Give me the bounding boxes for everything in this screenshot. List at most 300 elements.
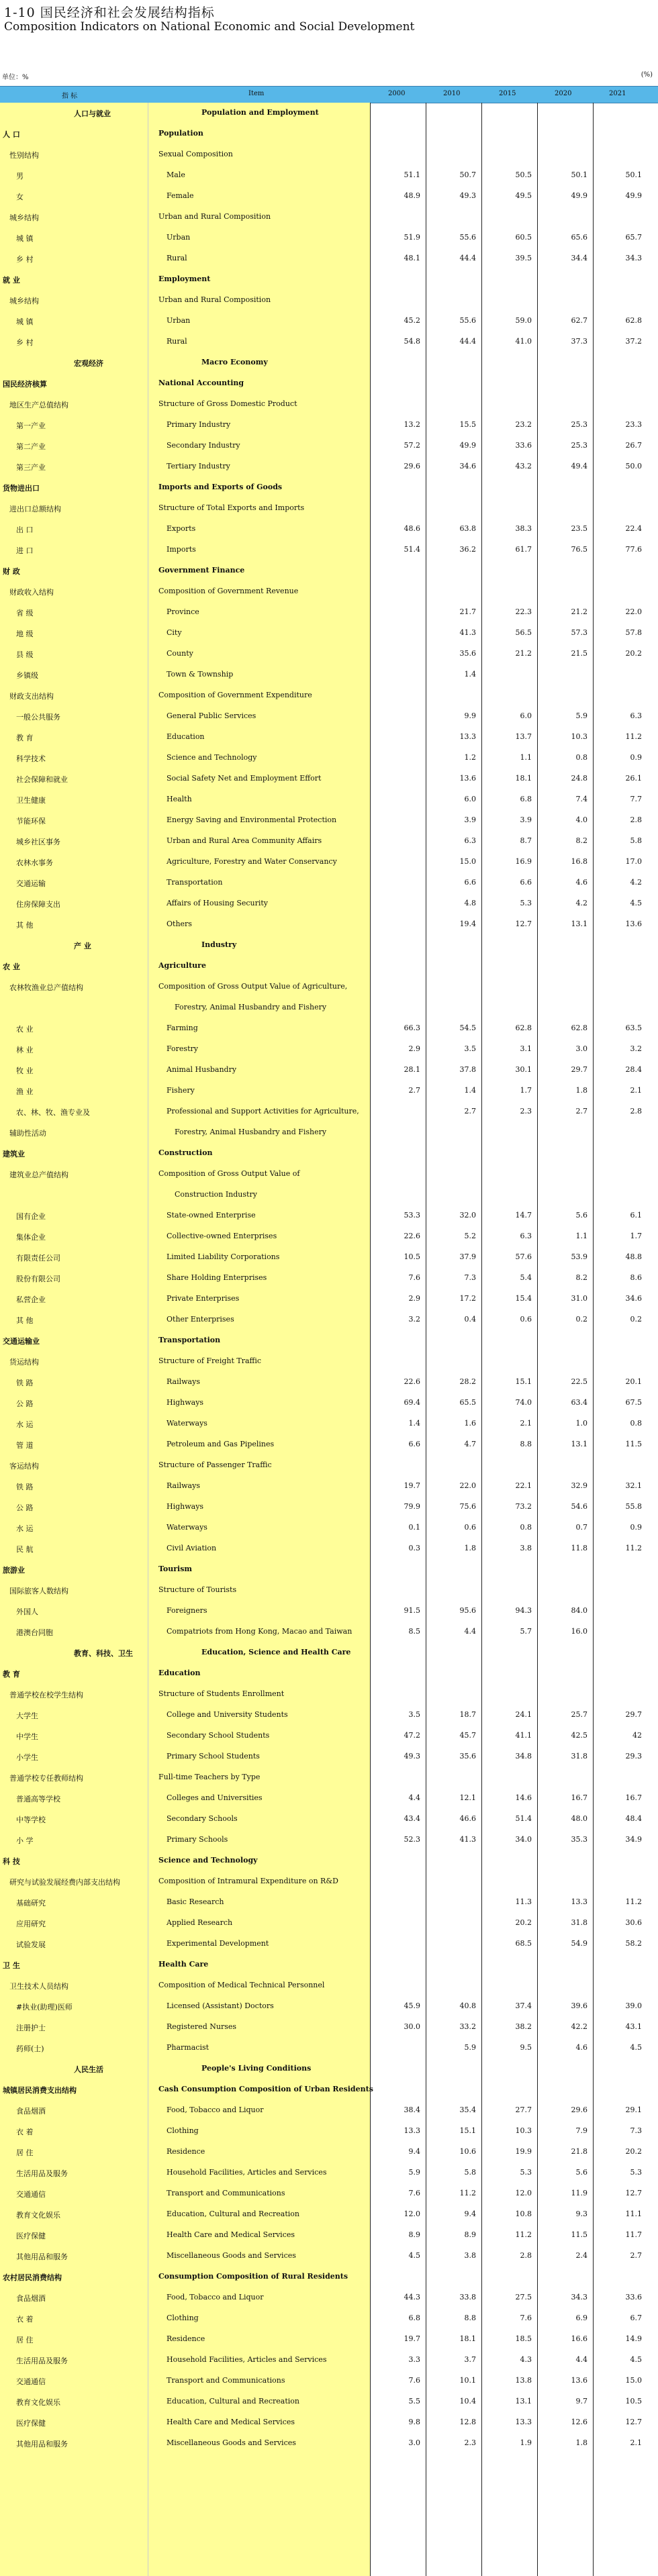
item-cell: Structure of Gross Domestic Product <box>158 399 297 408</box>
item-cell: Urban and Rural Composition <box>158 212 271 221</box>
table-row <box>0 1830 658 1850</box>
value-cell-2021: 26.7 <box>625 441 642 450</box>
value-cell-2015: 12.0 <box>515 2189 532 2197</box>
value-cell-2021: 29.7 <box>625 1710 642 1719</box>
header-indicator: 指 标 <box>62 93 78 100</box>
value-cell-2021: 30.6 <box>625 1918 642 1927</box>
value-cell-2021: 0.2 <box>630 1315 642 1324</box>
item-cell: Licensed (Assistant) Doctors <box>167 2001 274 2010</box>
indicator-cell: 股份有限公司 <box>16 1275 60 1283</box>
indicator-cell: 基础研究 <box>16 1899 46 1908</box>
table-row <box>0 1039 658 1060</box>
value-cell-2010: 6.0 <box>464 795 476 803</box>
indicator-cell: 财政支出结构 <box>9 692 54 701</box>
value-cell-2021: 28.4 <box>625 1065 642 1074</box>
item-cell: Railways <box>167 1377 200 1386</box>
value-cell-2010: 13.3 <box>459 732 476 741</box>
page-title-chinese: 1-10 国民经济和社会发展结构指标 <box>4 5 215 20</box>
value-cell-2021: 67.5 <box>625 1398 642 1407</box>
value-cell-2015: 2.8 <box>520 2251 532 2260</box>
table-row <box>0 748 658 769</box>
table-row <box>0 2204 658 2225</box>
value-cell-2000: 6.8 <box>408 2314 420 2322</box>
value-cell-2015: 73.2 <box>515 1502 532 1511</box>
item-cell: Composition of Gross Output Value of <box>158 1169 300 1178</box>
value-cell-2000: 57.2 <box>404 441 420 450</box>
value-cell-2015: 41.0 <box>515 337 532 346</box>
value-cell-2010: 49.3 <box>459 191 476 200</box>
value-cell-2021: 11.2 <box>625 732 642 741</box>
value-cell-2010: 5.9 <box>464 2043 476 2052</box>
value-cell-2010: 63.8 <box>459 524 476 533</box>
value-cell-2010: 10.6 <box>459 2147 476 2156</box>
item-cell: Cash Consumption Composition of Urban Residents <box>158 2085 373 2093</box>
value-cell-2020: 25.7 <box>571 1710 588 1719</box>
value-cell-2015: 56.5 <box>515 628 532 637</box>
value-cell-2021: 11.2 <box>625 1544 642 1552</box>
group-row <box>0 394 658 415</box>
section-row <box>0 2059 658 2079</box>
item-cell: College and University Students <box>167 1710 288 1719</box>
value-cell-2020: 11.8 <box>571 1544 588 1552</box>
value-cell-2021: 2.1 <box>630 1086 642 1095</box>
value-cell-2000: 19.7 <box>404 2334 420 2343</box>
value-cell-2000: 2.9 <box>408 1294 420 1303</box>
value-cell-2020: 22.5 <box>571 1377 588 1386</box>
indicator-cell: 乡 村 <box>16 338 34 347</box>
value-cell-2021: 32.1 <box>625 1481 642 1490</box>
value-cell-2021: 11.2 <box>625 1897 642 1906</box>
item-cell: Structure of Passenger Traffic <box>158 1460 272 1469</box>
value-cell-2010: 21.7 <box>459 607 476 616</box>
value-cell-2010: 18.1 <box>459 2334 476 2343</box>
group-row <box>0 2079 658 2100</box>
value-cell-2010: 8.9 <box>464 2230 476 2239</box>
item-cell: Forestry <box>167 1044 198 1053</box>
value-cell-2010: 18.7 <box>459 1710 476 1719</box>
value-cell-2020: 42.2 <box>571 2022 588 2031</box>
indicator-cell: 交通运输 <box>16 879 46 888</box>
value-cell-2010: 11.2 <box>459 2189 476 2197</box>
table-row <box>0 2308 658 2329</box>
value-cell-2021: 5.8 <box>630 836 642 845</box>
indicator-cell: 就 业 <box>3 276 20 285</box>
table-row <box>0 623 658 644</box>
value-cell-2021: 16.7 <box>625 1793 642 1802</box>
value-cell-2010: 33.2 <box>459 2022 476 2031</box>
value-cell-2021: 12.7 <box>625 2189 642 2197</box>
indicator-cell: 衣 着 <box>16 2315 34 2324</box>
indicator-cell: 公 路 <box>16 1503 34 1512</box>
value-cell-2015: 51.4 <box>515 1814 532 1823</box>
table-row <box>0 1060 658 1081</box>
item-cell: Composition of Medical Technical Personnel <box>158 1981 325 1989</box>
value-cell-2021: 65.7 <box>625 233 642 242</box>
value-cell-2010: 3.5 <box>464 1044 476 1053</box>
table-row <box>0 2142 658 2163</box>
value-cell-2015: 12.7 <box>515 920 532 928</box>
value-cell-2020: 34.3 <box>571 2293 588 2301</box>
item-cell: Construction <box>158 1148 213 1157</box>
value-cell-2020: 57.3 <box>571 628 588 637</box>
value-cell-2021: 29.3 <box>625 1752 642 1761</box>
item-cell: Education <box>158 1669 201 1677</box>
value-cell-2000: 29.6 <box>404 462 420 470</box>
value-cell-2020: 4.2 <box>575 899 588 907</box>
value-cell-2010: 65.5 <box>459 1398 476 1407</box>
value-cell-2021: 20.2 <box>625 649 642 658</box>
value-cell-2000: 54.8 <box>404 337 420 346</box>
value-cell-2021: 6.3 <box>630 711 642 720</box>
indicator-cell: 城乡结构 <box>9 213 39 222</box>
table-row <box>0 831 658 852</box>
value-cell-2010: 15.0 <box>459 857 476 866</box>
value-cell-2021: 3.2 <box>630 1044 642 1053</box>
value-cell-2021: 63.5 <box>625 1024 642 1032</box>
indicator-cell: 人口与就业 <box>74 109 111 118</box>
item-cell: Transport and Communications <box>167 2376 285 2385</box>
value-cell-2020: 63.4 <box>571 1398 588 1407</box>
value-cell-2020: 29.6 <box>571 2106 588 2114</box>
value-cell-2021: 6.1 <box>630 1211 642 1220</box>
value-cell-2010: 33.8 <box>459 2293 476 2301</box>
indicator-cell: 城乡结构 <box>9 297 39 305</box>
indicator-cell: 食品烟酒 <box>16 2294 46 2303</box>
value-cell-2010: 6.6 <box>464 878 476 887</box>
item-cell: Agriculture <box>158 961 206 970</box>
indicator-cell: 衣 着 <box>16 2128 34 2136</box>
value-cell-2015: 62.8 <box>515 1024 532 1032</box>
value-cell-2020: 2.4 <box>575 2251 588 2260</box>
item-cell: Full-time Teachers by Type <box>158 1773 261 1781</box>
value-cell-2015: 6.6 <box>520 878 532 887</box>
item-cell: People's Living Conditions <box>201 2064 312 2073</box>
table-row <box>0 2412 658 2433</box>
item-cell: Pharmacist <box>167 2043 209 2052</box>
item-cell: Urban and Rural Area Community Affairs <box>167 836 322 845</box>
indicator-cell: 农 业 <box>3 962 20 971</box>
value-cell-2021: 62.8 <box>625 316 642 325</box>
item-cell: Sexual Composition <box>158 150 233 158</box>
indicator-cell: 药师(士) <box>16 2044 44 2053</box>
value-cell-2000: 7.6 <box>408 2376 420 2385</box>
value-cell-2020: 49.4 <box>571 462 588 470</box>
value-cell-2000: 2.9 <box>408 1044 420 1053</box>
indicator-cell: 医疗保健 <box>16 2232 46 2240</box>
value-cell-2021: 33.6 <box>625 2293 642 2301</box>
table-row <box>0 415 658 436</box>
table-row <box>0 914 658 935</box>
indicator-cell: 进出口总额结构 <box>9 505 61 513</box>
group-row <box>0 1351 658 1372</box>
table-row <box>0 456 658 477</box>
table-row <box>0 602 658 623</box>
indicator-cell: 农村居民消费结构 <box>3 2273 62 2282</box>
value-cell-2010: 5.2 <box>464 1232 476 1240</box>
table-row <box>0 1913 658 1934</box>
table-row <box>0 1205 658 1226</box>
value-cell-2015: 60.5 <box>515 233 532 242</box>
value-cell-2000: 4.5 <box>408 2251 420 2260</box>
item-cell: Health Care and Medical Services <box>167 2418 295 2426</box>
item-cell: Construction Industry <box>175 1190 257 1199</box>
value-cell-2015: 38.3 <box>515 524 532 533</box>
value-cell-2020: 25.3 <box>571 441 588 450</box>
value-cell-2021: 42 <box>632 1731 642 1740</box>
item-cell: Imports and Exports of Goods <box>158 483 283 491</box>
value-cell-2015: 2.1 <box>520 1419 532 1428</box>
value-cell-2020: 8.2 <box>575 1273 588 1282</box>
indicator-cell: 私营企业 <box>16 1295 46 1304</box>
value-cell-2020: 7.9 <box>575 2126 588 2135</box>
value-cell-2021: 6.7 <box>630 2314 642 2322</box>
indicator-cell: 地 级 <box>16 630 34 638</box>
value-cell-2010: 15.5 <box>459 420 476 429</box>
value-cell-2000: 4.4 <box>408 1793 420 1802</box>
indicator-cell: 其 他 <box>16 921 34 930</box>
value-cell-2010: 50.7 <box>459 170 476 179</box>
item-cell: Highways <box>167 1502 204 1511</box>
item-cell: Health <box>167 795 192 803</box>
value-cell-2000: 53.3 <box>404 1211 420 1220</box>
table-row <box>0 1289 658 1309</box>
group-row <box>0 560 658 581</box>
value-cell-2020: 62.8 <box>571 1024 588 1032</box>
item-cell: Primary School Students <box>167 1752 260 1761</box>
item-cell: Registered Nurses <box>167 2022 237 2031</box>
value-cell-2010: 3.7 <box>464 2355 476 2364</box>
indicator-cell: 农林牧渔业总产值结构 <box>9 983 83 992</box>
value-cell-2021: 4.5 <box>630 2355 642 2364</box>
value-cell-2021: 2.7 <box>630 2251 642 2260</box>
value-cell-2010: 1.4 <box>464 1086 476 1095</box>
indicator-cell: 林 业 <box>16 1046 34 1054</box>
value-cell-2015: 6.0 <box>520 711 532 720</box>
group-row <box>0 1330 658 1351</box>
value-cell-2021: 11.7 <box>625 2230 642 2239</box>
table-row <box>0 436 658 456</box>
table-row <box>0 1414 658 1434</box>
value-cell-2015: 13.1 <box>515 2397 532 2406</box>
item-cell: Waterways <box>167 1419 207 1428</box>
item-cell: Government Finance <box>158 566 245 575</box>
value-cell-2010: 95.6 <box>459 1606 476 1615</box>
value-cell-2015: 10.8 <box>515 2210 532 2218</box>
indicator-cell: 性别结构 <box>9 151 39 160</box>
indicator-cell: 普通高等学校 <box>16 1795 60 1803</box>
indicator-cell: 民 航 <box>16 1545 34 1554</box>
group-row <box>0 123 658 144</box>
value-cell-2015: 37.4 <box>515 2001 532 2010</box>
value-cell-2020: 16.8 <box>571 857 588 866</box>
value-cell-2000: 48.1 <box>404 254 420 262</box>
value-cell-2010: 15.1 <box>459 2126 476 2135</box>
table-row <box>0 706 658 727</box>
indicator-cell: 普通学校在校学生结构 <box>9 1691 83 1699</box>
value-cell-2021: 4.2 <box>630 878 642 887</box>
value-cell-2010: 75.6 <box>459 1502 476 1511</box>
indicator-cell: 社会保障和就业 <box>16 775 68 784</box>
item-cell: Education, Cultural and Recreation <box>167 2397 299 2406</box>
indicator-cell: 建筑业总产值结构 <box>9 1171 68 1179</box>
indicator-cell: 城乡社区事务 <box>16 838 60 846</box>
item-cell: Food, Tobacco and Liquor <box>167 2106 264 2114</box>
value-cell-2010: 28.2 <box>459 1377 476 1386</box>
indicator-cell: 生活用品及服务 <box>16 2357 68 2365</box>
value-cell-2010: 41.3 <box>459 628 476 637</box>
item-cell: Structure of Tourists <box>158 1585 237 1594</box>
value-cell-2015: 61.7 <box>515 545 532 554</box>
indicator-cell: 一般公共服务 <box>16 713 60 722</box>
value-cell-2020: 4.6 <box>575 2043 588 2052</box>
indicator-cell: 水 运 <box>16 1420 34 1429</box>
value-cell-2015: 39.5 <box>515 254 532 262</box>
value-cell-2010: 1.8 <box>464 1544 476 1552</box>
value-cell-2010: 10.1 <box>459 2376 476 2385</box>
table-row <box>0 873 658 893</box>
table-row <box>0 2246 658 2267</box>
item-cell: Imports <box>167 545 196 554</box>
table-row <box>0 1393 658 1414</box>
value-cell-2010: 4.8 <box>464 899 476 907</box>
value-cell-2020: 8.2 <box>575 836 588 845</box>
table-row <box>0 1996 658 2017</box>
table-row <box>0 1705 658 1726</box>
value-cell-2010: 13.6 <box>459 774 476 783</box>
value-cell-2020: 1.1 <box>575 1232 588 1240</box>
value-cell-2000: 51.9 <box>404 233 420 242</box>
value-cell-2021: 50.1 <box>625 170 642 179</box>
table-row <box>0 893 658 914</box>
value-cell-2010: 44.4 <box>459 337 476 346</box>
value-cell-2020: 34.4 <box>571 254 588 262</box>
indicator-cell: 乡镇级 <box>16 671 38 680</box>
value-cell-2010: 9.4 <box>464 2210 476 2218</box>
value-cell-2015: 24.1 <box>515 1710 532 1719</box>
indicator-cell: 人民生活 <box>74 2065 103 2074</box>
indicator-cell: 小 学 <box>16 1836 34 1845</box>
value-cell-2010: 1.6 <box>464 1419 476 1428</box>
indicator-cell: 客运结构 <box>9 1462 39 1471</box>
item-cell: Health Care and Medical Services <box>167 2230 295 2239</box>
table-row <box>0 1476 658 1497</box>
value-cell-2015: 59.0 <box>515 316 532 325</box>
table-row <box>0 1018 658 1039</box>
value-cell-2020: 1.0 <box>575 1419 588 1428</box>
value-cell-2015: 5.3 <box>520 899 532 907</box>
item-cell: Highways <box>167 1398 204 1407</box>
value-cell-2020: 0.2 <box>575 1315 588 1324</box>
indicator-cell: 货运结构 <box>9 1358 39 1367</box>
value-cell-2000: 48.9 <box>404 191 420 200</box>
group-row <box>0 685 658 706</box>
value-cell-2021: 4.5 <box>630 2043 642 2052</box>
value-cell-2010: 1.4 <box>464 670 476 679</box>
value-cell-2020: 48.0 <box>571 1814 588 1823</box>
value-cell-2020: 13.6 <box>571 2376 588 2385</box>
value-cell-2020: 50.1 <box>571 170 588 179</box>
indicator-cell: 乡 村 <box>16 255 34 264</box>
value-cell-2020: 11.9 <box>571 2189 588 2197</box>
table-row <box>0 2433 658 2454</box>
value-cell-2020: 16.0 <box>571 1627 588 1636</box>
indicator-cell: 旅游业 <box>3 1566 25 1575</box>
value-cell-2021: 39.0 <box>625 2001 642 2010</box>
group-row <box>0 1164 658 1185</box>
item-cell: Household Facilities, Articles and Services <box>167 2355 327 2364</box>
group-row <box>0 997 658 1018</box>
value-cell-2015: 3.9 <box>520 815 532 824</box>
group-row <box>0 477 658 498</box>
value-cell-2021: 34.3 <box>625 254 642 262</box>
group-row <box>0 144 658 165</box>
group-row <box>0 1954 658 1975</box>
value-cell-2021: 12.7 <box>625 2418 642 2426</box>
item-cell: Primary Schools <box>167 1835 228 1844</box>
item-cell: Transportation <box>167 878 223 887</box>
group-row <box>0 1975 658 1996</box>
value-cell-2010: 46.6 <box>459 1814 476 1823</box>
value-cell-2010: 12.8 <box>459 2418 476 2426</box>
indicator-cell: 城 镇 <box>16 317 34 326</box>
indicator-cell: 交通通信 <box>16 2190 46 2199</box>
group-row <box>0 269 658 290</box>
value-cell-2010: 55.6 <box>459 316 476 325</box>
item-cell: Transport and Communications <box>167 2189 285 2197</box>
table-row <box>0 2287 658 2308</box>
item-cell: Animal Husbandry <box>167 1065 237 1074</box>
item-cell: Town & Township <box>167 670 234 679</box>
item-cell: Rural <box>167 337 187 346</box>
value-cell-2010: 35.6 <box>459 649 476 658</box>
indicator-cell: 中等学校 <box>16 1816 46 1824</box>
table-row <box>0 2329 658 2350</box>
value-cell-2010: 17.2 <box>459 1294 476 1303</box>
value-cell-2020: 31.8 <box>571 1918 588 1927</box>
group-row <box>0 1580 658 1601</box>
indicator-cell: 交通通信 <box>16 2377 46 2386</box>
value-cell-2021: 13.6 <box>625 920 642 928</box>
table-row <box>0 1746 658 1767</box>
item-cell: Civil Aviation <box>167 1544 217 1552</box>
indicator-cell: 医疗保健 <box>16 2419 46 2428</box>
value-cell-2020: 7.4 <box>575 795 588 803</box>
header-year-2015: 2015 <box>499 90 516 97</box>
indicator-cell: 食品烟酒 <box>16 2107 46 2116</box>
value-cell-2010: 55.6 <box>459 233 476 242</box>
value-cell-2021: 1.7 <box>630 1232 642 1240</box>
table-row <box>0 1538 658 1559</box>
value-cell-2015: 14.7 <box>515 1211 532 1220</box>
section-row <box>0 935 658 956</box>
value-cell-2021: 48.8 <box>625 1252 642 1261</box>
item-cell: Railways <box>167 1481 200 1490</box>
value-cell-2021: 48.4 <box>625 1814 642 1823</box>
value-cell-2020: 16.6 <box>571 2334 588 2343</box>
value-cell-2015: 13.7 <box>515 732 532 741</box>
item-cell: Waterways <box>167 1523 207 1532</box>
value-cell-2000: 12.0 <box>404 2210 420 2218</box>
item-cell: Science and Technology <box>158 1856 258 1865</box>
item-cell: Food, Tobacco and Liquor <box>167 2293 264 2301</box>
table-row <box>0 2391 658 2412</box>
value-cell-2020: 53.9 <box>571 1252 588 1261</box>
value-cell-2021: 2.8 <box>630 815 642 824</box>
indicator-cell: 其他用品和服务 <box>16 2440 68 2448</box>
value-cell-2000: 66.3 <box>404 1024 420 1032</box>
indicator-cell: 有限责任公司 <box>16 1254 60 1262</box>
value-cell-2000: 79.9 <box>404 1502 420 1511</box>
